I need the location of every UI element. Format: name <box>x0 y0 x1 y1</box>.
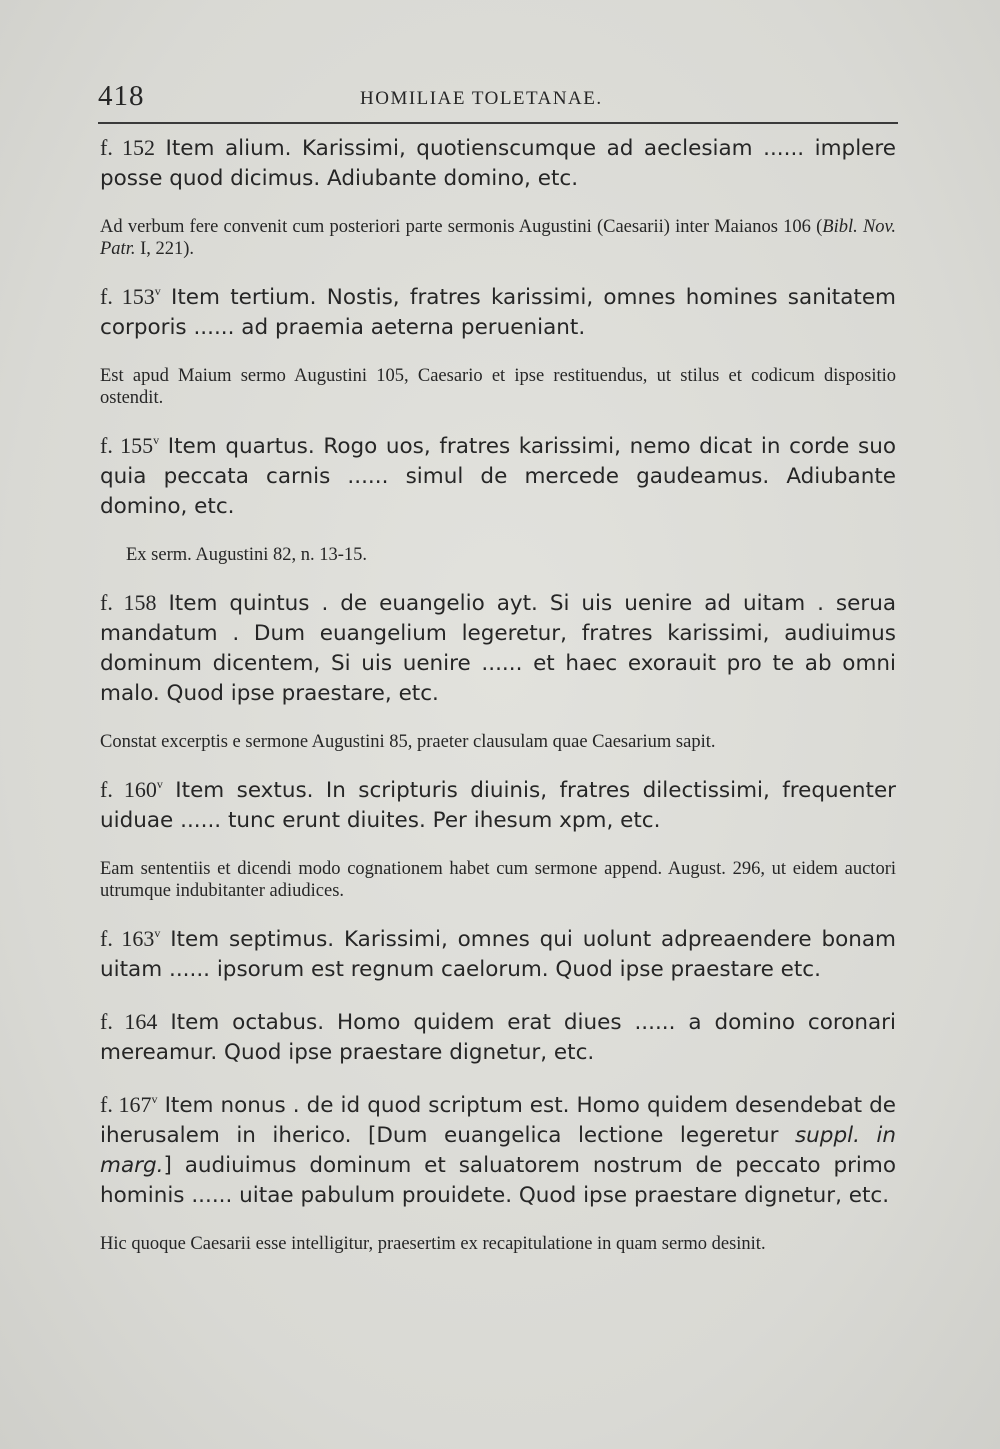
note-italic-citation: Bibl. Nov. Patr. <box>100 217 897 259</box>
entry-text: Item nonus . de id quod scriptum est. Homo quidem desendebat de iherusalem in iherico. [Dum euangelica lectione legeretur <box>100 1093 897 1148</box>
entry-text: Item octabus. Homo quidem erat diues ...... a domino coronari mereamur. Quod ipse praestare dignetur, etc. <box>100 1010 896 1065</box>
folio-ref: f. 160$^v$ <box>100 777 163 802</box>
entry-text: Item sextus. In scripturis diuinis, fratres dilectissimi, frequenter uiduae ...... tunc erunt diuites. Per ihesum xpm, etc. <box>100 778 897 833</box>
note-text: Eam sententiis et dicendi modo cognationem habet cum sermone append. August. 296, ut eidem auctori utrumque indubitanter adiudices. <box>100 859 896 901</box>
page-header <box>98 78 896 114</box>
entry-text: Item tertium. Nostis, fratres karissimi, omnes homines sanitatem corporis ...... ad praemia aeterna perueniant. <box>100 285 896 340</box>
folio-ref: f. 155$^v$ <box>100 433 160 458</box>
folio-ref: f. 164 <box>100 1009 158 1034</box>
homily-entry <box>100 1090 896 1211</box>
editorial-note <box>100 544 896 566</box>
folio-ref: f. 153$^v$ <box>100 284 161 309</box>
header-rule <box>98 122 898 124</box>
entry-text-tail: ] audiuimus dominum et saluatorem nostrum de peccato primo hominis ...... uitae pabulum prouidete. Quod ipse praestare dignetur, etc. <box>100 1153 896 1208</box>
note-text-tail: I, 221). <box>135 239 195 259</box>
verso-mark: v <box>154 284 161 298</box>
homily-entry <box>100 431 896 522</box>
homily-entry <box>100 924 896 985</box>
page-number: 418 <box>98 80 145 112</box>
note-text: Hic quoque Caesarii esse intelligitur, praesertim ex recapitulatione in quam sermo desinit. <box>100 1234 766 1254</box>
note-text: Ad verbum fere convenit cum posteriori parte sermonis Augustini (Caesarii) inter Maianos 106 ( <box>100 217 823 237</box>
homily-entry <box>100 282 896 343</box>
entry-text: Item alium. Karissimi, quotienscumque ad aeclesiam ...... implere posse quod dicimus. Adiubante domino, etc. <box>100 136 896 191</box>
homily-entry <box>100 133 896 194</box>
homily-entry <box>100 1007 896 1068</box>
page-body <box>100 133 896 1255</box>
folio-ref: f. 158 <box>100 590 157 615</box>
verso-mark: v <box>153 433 160 447</box>
editorial-note <box>100 1233 896 1255</box>
running-title: HOMILIAE TOLETANAE. <box>360 88 603 109</box>
entry-text: Item septimus. Karissimi, omnes qui uolunt adpreaendere bonam uitam ...... ipsorum est regnum caelorum. Quod ipse praestare etc. <box>100 927 897 982</box>
homily-entry <box>100 588 896 709</box>
editorial-note <box>100 731 896 753</box>
note-text: Constat excerptis e sermone Augustini 85, praeter clausulam quae Caesarium sapit. <box>100 732 716 752</box>
editorial-note <box>100 858 896 902</box>
verso-mark: v <box>151 1092 158 1106</box>
note-text: Ex serm. Augustini 82, n. 13-15. <box>126 545 368 565</box>
folio-ref: f. 152 <box>100 135 155 160</box>
note-text: Est apud Maium sermo Augustini 105, Caesario et ipse restituendus, ut stilus et codicum dispositio ostendit. <box>100 366 896 408</box>
entry-text: Item quintus . de euangelio ayt. Si uis uenire ad uitam . serua mandatum . Dum euangelium legeretur, fratres karissimi, audiuimus dominum dicentem, Si uis uenire ...... et haec exorauit pro te ab omni malo. Quod ipse praestare, etc. <box>100 591 897 706</box>
folio-ref: f. 163$^v$ <box>100 926 161 951</box>
editorial-note <box>100 365 896 409</box>
verso-mark: v <box>154 926 161 940</box>
homily-entry <box>100 775 896 836</box>
folio-ref: f. 167$^v$ <box>100 1092 158 1117</box>
entry-text: Item quartus. Rogo uos, fratres karissimi, nemo dicat in corde suo quia peccata carnis ...... simul de mercede gaudeamus. Adiubante domino, etc. <box>100 434 896 519</box>
margin-supplement-note: suppl. in marg. <box>100 1123 896 1178</box>
verso-mark: v <box>156 777 163 791</box>
editorial-note <box>100 216 896 260</box>
